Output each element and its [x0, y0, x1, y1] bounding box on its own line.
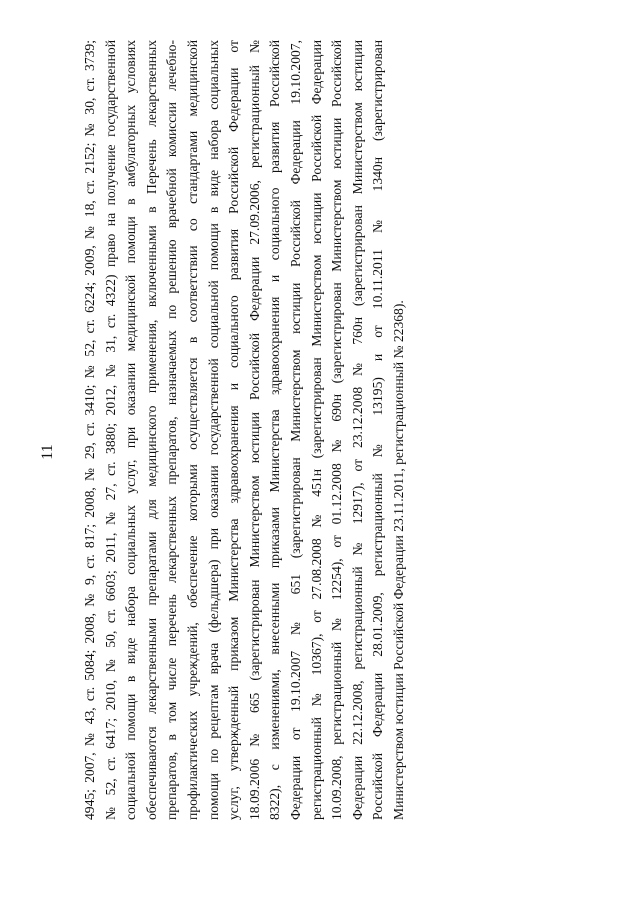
text-line: Федерации от 19.10.2007 № 651 (зарегистрирован Министерством юстиции Российской Федерации 19.10.2007, [287, 40, 303, 820]
text-line: помощи по рецептам врача (фельдшера) при оказании государственной социальной помощи в виде набора социальных [205, 40, 221, 820]
text-line: Министерством юстиции Российской Федерации 23.11.2011, регистрационный № 22368). [390, 300, 406, 820]
text-line: обеспечиваются лекарственными препаратами для медицинского применения, включенными в Перечень лекарственных [143, 40, 159, 820]
text-line: Федерации 22.12.2008, регистрационный № 12917), от 23.12.2008 № 760н (зарегистрирован Министерством юстиции [349, 40, 365, 820]
text-line: препаратов, в том числе перечень лекарственных препаратов, назначаемых по решению врачебной комиссии лечебно- [164, 40, 180, 820]
text-line: услуг, утвержденный приказом Министерства здравоохранения и социального развития Российской Федерации от [226, 40, 242, 820]
text-line: 8322), с изменениями, внесенными приказами Министерства здравоохранения и социального развития Российской [267, 40, 283, 820]
text-line: социальной помощи в виде набора социальных услуг, при оказании медицинской помощи в амбулаторных условиях [123, 40, 139, 820]
text-line: Российской Федерации 28.01.2009, регистрационный № 13195) и от 10.11.2011 № 1340н (зарегистрирован [370, 40, 386, 820]
text-line: 10.09.2008, регистрационный № 12254), от 01.12.2008 № 690н (зарегистрирован Министерством юстиции Российской [329, 40, 345, 820]
text-line: регистрационный № 10367), от 27.08.2008 № 451н (зарегистрирован Министерством юстиции Российской Федерации [308, 40, 324, 820]
page-number: 11 [39, 444, 56, 460]
text-line: № 52, ст. 6417; 2010, № 50, ст. 6603; 2011, № 27, ст. 3880; 2012, № 31, ст. 4322) право на получение государственной [102, 40, 118, 820]
document-body [80, 40, 406, 820]
text-line: 18.09.2006 № 665 (зарегистрирован Министерством юстиции Российской Федерации 27.09.2006, регистрационный № [246, 40, 262, 820]
text-line: профилактических учреждений, обеспечение которыми осуществляется в соответствии со стандартами медицинской [184, 40, 200, 820]
text-line: 4945; 2007, № 43, ст. 5084; 2008, № 9, ст. 817; 2008, № 29, ст. 3410; № 52, ст. 6224; 2009, № 18, ст. 2152; № 30, ст. 3739; [82, 40, 97, 820]
